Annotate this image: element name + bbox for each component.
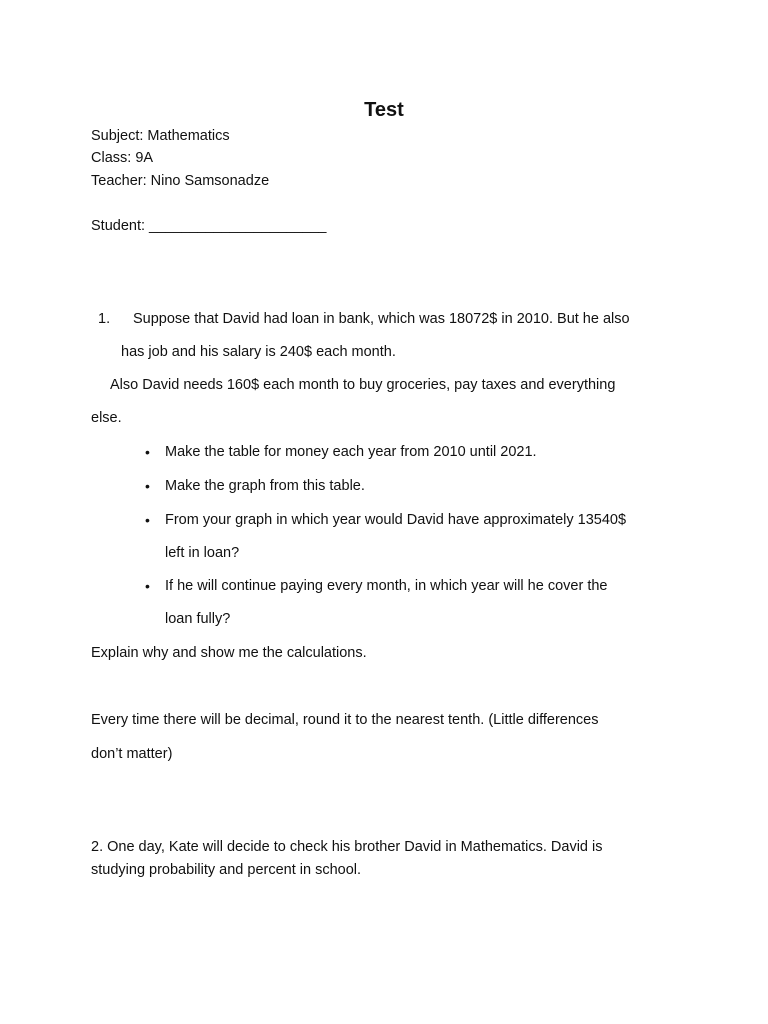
question-1-number: 1. [98,311,111,327]
task-text-continued: loan fully? [165,611,231,627]
task-text: Make the table for money each year from 2010 until 2021. [165,444,537,460]
task-text: If he will continue paying every month, in which year will he cover the [165,578,608,594]
question-2-text-line: 2. One day, Kate will decide to check his brother David in Mathematics. David is [91,839,603,855]
teacher-line: Teacher: Nino Samsonadze [91,173,270,189]
bullet-icon: • [145,444,150,460]
bullet-icon: • [145,512,150,528]
explain-instruction: Explain why and show me the calculations. [91,645,367,661]
question-2-text-line: studying probability and percent in school. [91,862,362,878]
rounding-note-continued: don’t matter) [91,746,173,762]
document-title: Test [364,99,404,121]
question-1-text-line: else. [91,410,122,426]
subject-line: Subject: Mathematics [91,128,230,144]
question-1-text-line: Suppose that David had loan in bank, which was 18072$ in 2010. But he also [133,311,630,327]
bullet-icon: • [145,478,150,494]
bullet-icon: • [145,578,150,594]
rounding-note: Every time there will be decimal, round it to the nearest tenth. (Little differences [91,712,599,728]
task-text-continued: left in loan? [165,545,240,561]
question-1-text-line: Also David needs 160$ each month to buy groceries, pay taxes and everything [110,377,616,393]
student-name-blank: Student: ______________________ [91,218,327,234]
task-text: From your graph in which year would David have approximately 13540$ [165,512,627,528]
task-text: Make the graph from this table. [165,478,365,494]
question-1-text-line: has job and his salary is 240$ each month. [121,344,396,360]
class-line: Class: 9A [91,150,154,166]
